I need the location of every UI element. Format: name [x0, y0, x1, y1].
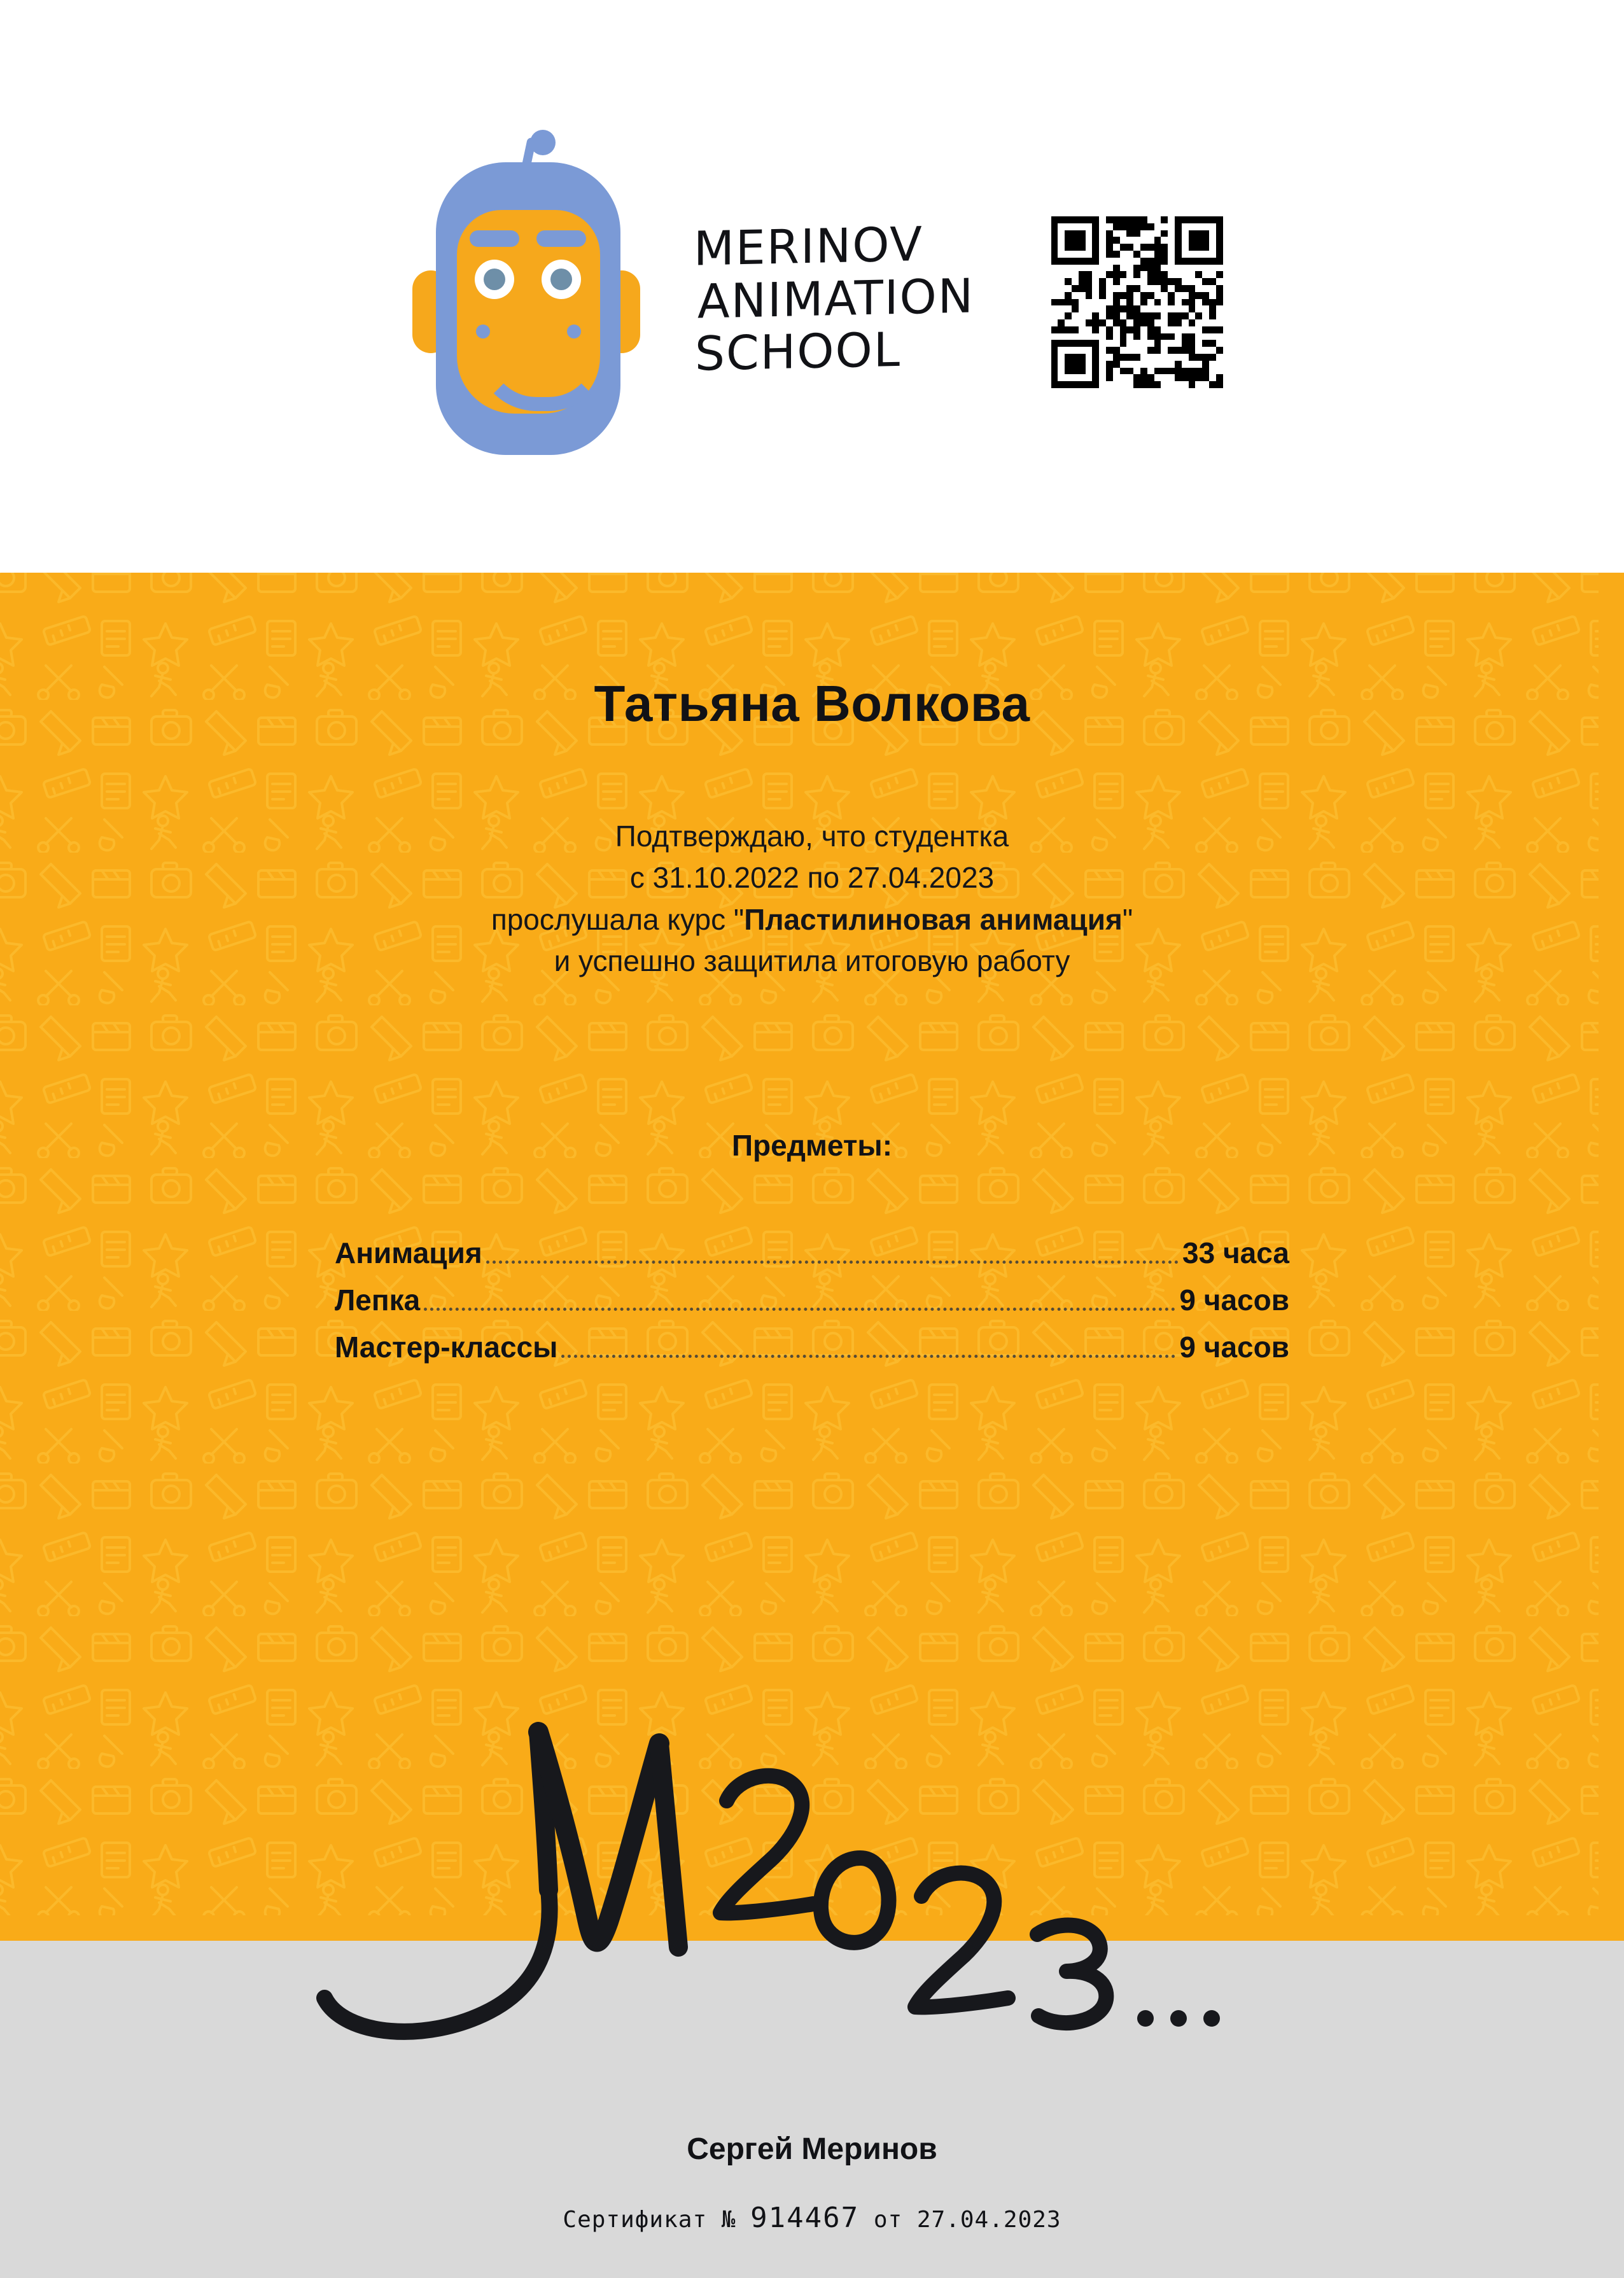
certificate-footer — [0, 1941, 1624, 2278]
serial-number: 914467 — [750, 2202, 860, 2234]
statement-line-4: и успешно защитила итоговую работу — [554, 944, 1070, 977]
leader-dots — [424, 1308, 1175, 1311]
subject-hours: 9 часов — [1179, 1283, 1289, 1317]
subject-hours: 33 часа — [1182, 1236, 1289, 1270]
certificate-content — [0, 573, 1624, 1364]
date-label: от — [873, 2207, 903, 2233]
certificate-body — [0, 573, 1624, 1941]
list-item — [335, 1283, 1289, 1317]
qr-code-icon — [1051, 216, 1223, 388]
subject-name: Мастер-классы — [335, 1331, 558, 1364]
brand-line-3: SCHOOL — [695, 323, 902, 382]
statement-line-3 — [0, 899, 1624, 940]
certificate-header — [0, 0, 1624, 573]
course-prefix: прослушала курс " — [491, 902, 745, 936]
statement-line-1: Подтверждаю, что студентка — [615, 820, 1009, 853]
subject-name: Лепка — [335, 1283, 421, 1317]
leader-dots — [561, 1355, 1175, 1358]
subject-name: Анимация — [335, 1236, 482, 1270]
signer-name: Сергей Меринов — [687, 2132, 937, 2166]
subjects-title: Предметы: — [731, 1129, 893, 1163]
student-name: Татьяна Волкова — [594, 675, 1030, 732]
statement-block — [0, 816, 1624, 982]
subject-hours: 9 часов — [1179, 1331, 1289, 1364]
serial-label: Сертификат № — [563, 2207, 736, 2233]
leader-dots — [486, 1261, 1179, 1264]
subjects-list — [335, 1236, 1289, 1364]
serial-line — [0, 2202, 1624, 2234]
issue-date: 27.04.2023 — [916, 2207, 1061, 2233]
brand-wordmark — [694, 216, 975, 382]
robot-logo-icon — [401, 134, 649, 465]
brand-line-1: MERINOV — [694, 216, 924, 277]
course-name: Пластилиновая анимация — [744, 902, 1123, 936]
brand-line-2: ANIMATION — [697, 269, 975, 330]
statement-line-2: с 31.10.2022 по 27.04.2023 — [629, 861, 995, 895]
list-item — [335, 1330, 1289, 1364]
list-item — [335, 1236, 1289, 1270]
course-suffix: " — [1122, 902, 1133, 936]
